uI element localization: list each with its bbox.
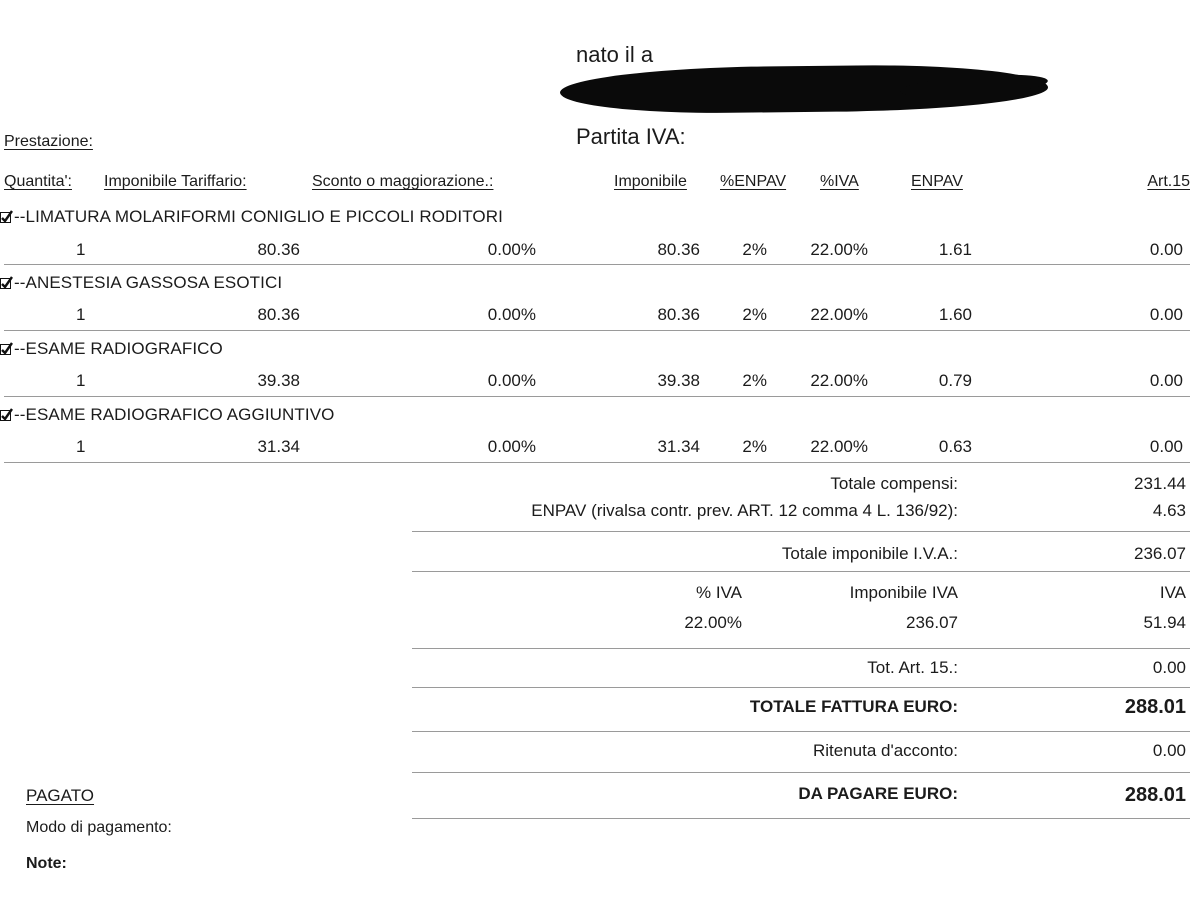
total-fees-value: 231.44 <box>1134 474 1186 493</box>
item-pct-enpav: 2% <box>742 240 767 259</box>
enpav-value: 4.63 <box>1152 501 1186 520</box>
item-checkbox-checked-icon <box>0 410 11 421</box>
total-fees-label: Totale compensi: <box>830 474 958 493</box>
art15-total-value: 0.00 <box>1152 658 1186 677</box>
item-description: --LIMATURA MOLARIFORMI CONIGLIO E PICCOLI RODITORI <box>14 207 503 226</box>
item-description: --ANESTESIA GASSOSA ESOTICI <box>14 273 283 292</box>
item-tariff: 39.38 <box>257 371 300 390</box>
item-art15: 0.00 <box>1149 305 1183 324</box>
iva-value: 51.94 <box>1143 613 1186 632</box>
item-pct-iva: 22.00% <box>810 437 868 456</box>
art15-total-label: Tot. Art. 15.: <box>867 658 958 677</box>
item-art15: 0.00 <box>1149 437 1183 456</box>
col-enpav: ENPAV <box>911 173 963 190</box>
item-discount: 0.00% <box>487 437 536 456</box>
item-taxable: 39.38 <box>657 371 700 390</box>
item-taxable: 31.34 <box>657 437 700 456</box>
taxable-iva-value: 236.07 <box>1134 544 1186 563</box>
item-pct-iva: 22.00% <box>810 371 868 390</box>
iva-taxable-header: Imponibile IVA <box>849 583 958 602</box>
row-divider <box>4 396 1190 397</box>
item-tariff: 80.36 <box>257 305 300 324</box>
totals-divider <box>412 571 1190 572</box>
payment-method-label: Modo di pagamento: <box>26 819 172 836</box>
item-checkbox-checked-icon <box>0 344 11 355</box>
col-taxable: Imponibile <box>614 173 687 190</box>
item-enpav: 0.79 <box>938 371 972 390</box>
item-quantity: 1 <box>76 371 86 390</box>
item-tariff: 31.34 <box>257 437 300 456</box>
item-pct-enpav: 2% <box>742 371 767 390</box>
item-description: --ESAME RADIOGRAFICO AGGIUNTIVO <box>14 405 335 424</box>
item-quantity: 1 <box>76 437 86 456</box>
notes-label: Note: <box>26 855 67 872</box>
to-pay-value: 288.01 <box>1124 784 1186 806</box>
item-discount: 0.00% <box>487 305 536 324</box>
col-taxable-tariff: Imponibile Tariffario: <box>104 173 247 190</box>
item-pct-iva: 22.00% <box>810 240 868 259</box>
iva-pct-header: % IVA <box>696 583 742 602</box>
item-discount: 0.00% <box>487 240 536 259</box>
item-tariff: 80.36 <box>257 240 300 259</box>
invoice-total-label: TOTALE FATTURA EURO: <box>749 697 958 716</box>
totals-divider <box>412 648 1190 649</box>
item-pct-enpav: 2% <box>742 437 767 456</box>
item-taxable: 80.36 <box>657 305 700 324</box>
row-divider <box>4 462 1190 463</box>
totals-divider <box>412 818 1190 819</box>
item-enpav: 1.61 <box>938 240 972 259</box>
col-quantity: Quantita': <box>4 173 72 190</box>
item-description: --ESAME RADIOGRAFICO <box>14 339 223 358</box>
col-art15: Art.15 <box>1147 173 1190 190</box>
vat-label: Partita IVA: <box>576 124 686 149</box>
born-label: nato il a <box>576 42 654 67</box>
item-taxable: 80.36 <box>657 240 700 259</box>
withholding-label: Ritenuta d'acconto: <box>812 741 958 760</box>
iva-taxable-value: 236.07 <box>906 613 958 632</box>
col-discount: Sconto o maggiorazione.: <box>312 173 494 190</box>
item-pct-iva: 22.00% <box>810 305 868 324</box>
paid-label: PAGATO <box>26 786 95 805</box>
item-checkbox-checked-icon <box>0 212 11 223</box>
enpav-label: ENPAV (rivalsa contr. prev. ART. 12 comma 4 L. 136/92): <box>531 501 958 520</box>
totals-divider <box>412 731 1190 732</box>
invoice-total-value: 288.01 <box>1124 696 1186 718</box>
iva-header: IVA <box>1159 583 1186 602</box>
to-pay-label: DA PAGARE EURO: <box>798 784 958 803</box>
item-discount: 0.00% <box>487 371 536 390</box>
section-label: Prestazione: <box>4 133 93 150</box>
item-art15: 0.00 <box>1149 371 1183 390</box>
row-divider <box>4 264 1190 265</box>
item-quantity: 1 <box>76 305 86 324</box>
col-pct-enpav: %ENPAV <box>720 173 787 190</box>
item-enpav: 1.60 <box>938 305 972 324</box>
taxable-iva-label: Totale imponibile I.V.A.: <box>781 544 958 563</box>
row-divider <box>4 330 1190 331</box>
item-pct-enpav: 2% <box>742 305 767 324</box>
item-art15: 0.00 <box>1149 240 1183 259</box>
item-quantity: 1 <box>76 240 86 259</box>
totals-divider <box>412 687 1190 688</box>
iva-pct-value: 22.00% <box>684 613 742 632</box>
totals-divider <box>412 772 1190 773</box>
col-pct-iva: %IVA <box>820 173 859 190</box>
totals-divider <box>412 531 1190 532</box>
item-checkbox-checked-icon <box>0 278 11 289</box>
item-enpav: 0.63 <box>938 437 972 456</box>
withholding-value: 0.00 <box>1152 741 1186 760</box>
